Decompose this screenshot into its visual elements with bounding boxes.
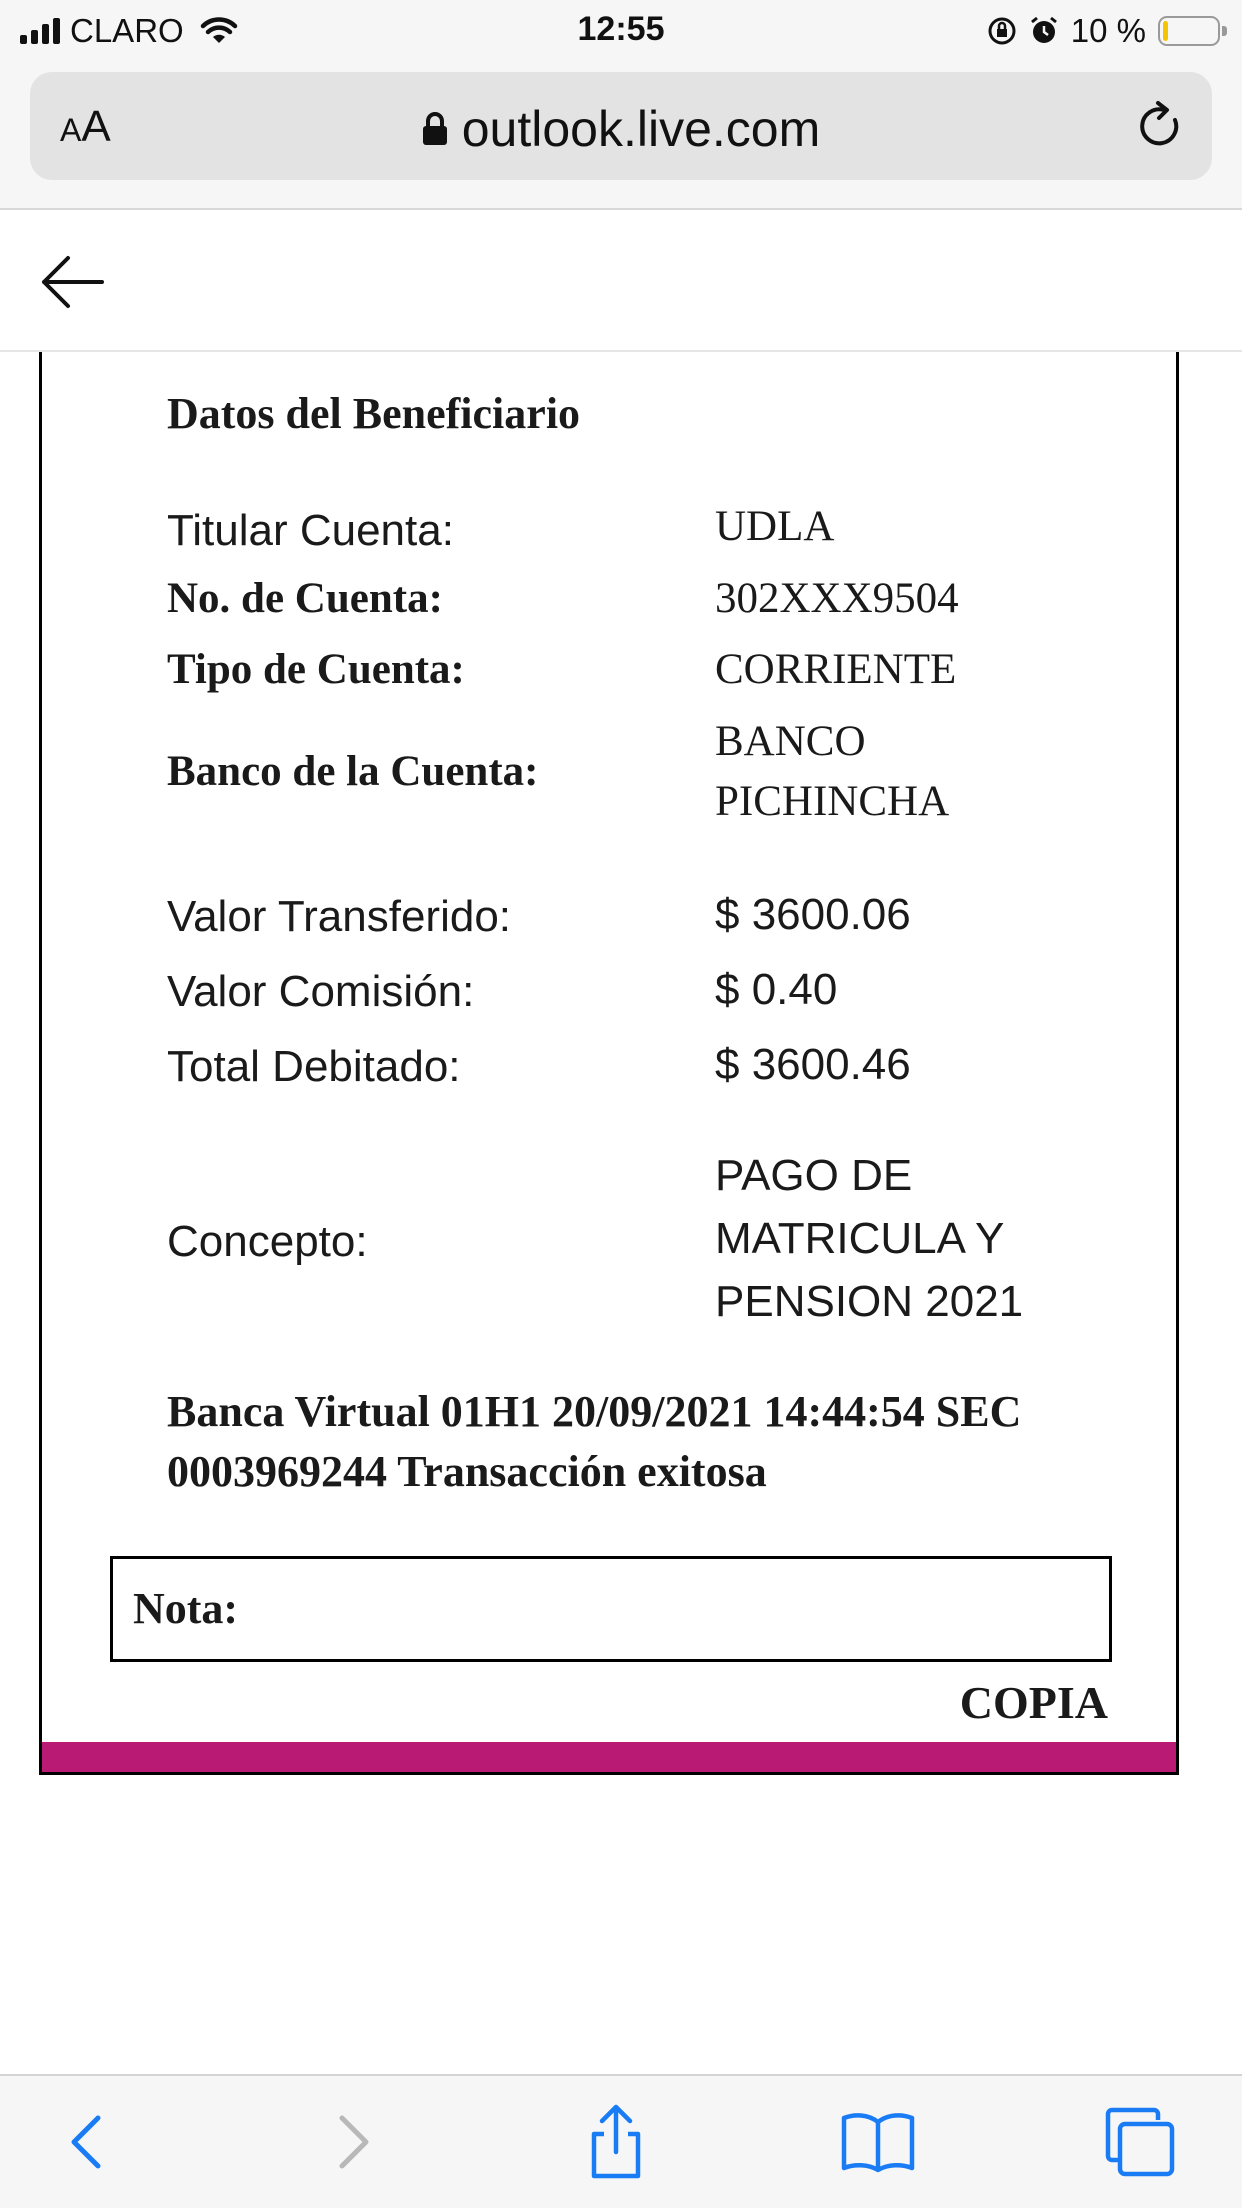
- battery-percent: 10 %: [1070, 12, 1146, 49]
- bank-value-line1: BANCO: [715, 718, 866, 765]
- account-number-label: No. de Cuenta:: [167, 575, 443, 622]
- battery-level: [1163, 21, 1168, 41]
- total-debited-value: $ 3600.46: [715, 1040, 911, 1089]
- status-bar: [0, 0, 1242, 62]
- account-holder-label: Titular Cuenta:: [167, 506, 454, 555]
- transaction-footer-line1: Banca Virtual 01H1 20/09/2021 14:44:54 SEC: [167, 1387, 1022, 1436]
- account-type-value: CORRIENTE: [715, 646, 957, 693]
- browser-toolbar: [0, 2074, 1242, 2208]
- battery-icon: [1158, 16, 1220, 46]
- tabs-icon: [1104, 2106, 1176, 2178]
- account-number-value: 302XXX9504: [715, 575, 959, 622]
- concept-value-line3: PENSION 2021: [715, 1277, 1024, 1326]
- browser-address-bar: [0, 62, 1242, 210]
- bookmarks-icon: [840, 2110, 916, 2174]
- back-button[interactable]: [46, 2102, 126, 2182]
- note-box: [110, 1556, 1112, 1662]
- forward-button[interactable]: [314, 2102, 394, 2182]
- amount-transferred-value: $ 3600.06: [715, 890, 911, 939]
- transaction-footer: [167, 1382, 1127, 1502]
- receipt-accent-bar: [42, 1742, 1176, 1772]
- reload-icon[interactable]: [1134, 100, 1186, 152]
- share-icon: [584, 2104, 648, 2180]
- status-right: [987, 12, 1220, 50]
- tabs-button[interactable]: [1100, 2102, 1180, 2182]
- status-time: 12:55: [577, 10, 665, 48]
- concept-value-line1: PAGO DE: [715, 1151, 913, 1200]
- note-label: Nota:: [133, 1584, 239, 1633]
- total-debited-label: Total Debitado:: [167, 1042, 461, 1091]
- transaction-footer-line2: 0003969244 Transacción exitosa: [167, 1447, 767, 1496]
- url-display[interactable]: [30, 100, 1212, 158]
- back-icon: [66, 2112, 106, 2172]
- orientation-lock-icon: [987, 16, 1017, 46]
- transfer-receipt: [39, 352, 1179, 1775]
- url-field[interactable]: [30, 72, 1212, 180]
- account-type-label: Tipo de Cuenta:: [167, 646, 465, 693]
- share-button[interactable]: [576, 2102, 656, 2182]
- commission-label: Valor Comisión:: [167, 967, 475, 1016]
- lock-icon: [422, 111, 448, 147]
- email-header: [0, 212, 1242, 352]
- alarm-icon: [1029, 16, 1059, 46]
- account-holder-value: UDLA: [715, 503, 835, 550]
- concept-value-line2: MATRICULA Y: [715, 1214, 1005, 1263]
- commission-value: $ 0.40: [715, 965, 838, 1014]
- amount-transferred-label: Valor Transferido:: [167, 892, 512, 941]
- text-size-button[interactable]: AA: [60, 102, 111, 151]
- section-title: Datos del Beneficiario: [167, 389, 581, 438]
- copy-label: COPIA: [959, 1677, 1108, 1728]
- url-text: outlook.live.com: [461, 101, 821, 157]
- bank-label: Banco de la Cuenta:: [167, 748, 539, 795]
- carrier-name: CLARO: [70, 12, 184, 49]
- bookmarks-button[interactable]: [838, 2102, 918, 2182]
- bank-value-line2: PICHINCHA: [715, 778, 950, 825]
- forward-icon: [334, 2112, 374, 2172]
- back-arrow-icon[interactable]: [38, 252, 106, 312]
- concept-label: Concepto:: [167, 1217, 368, 1266]
